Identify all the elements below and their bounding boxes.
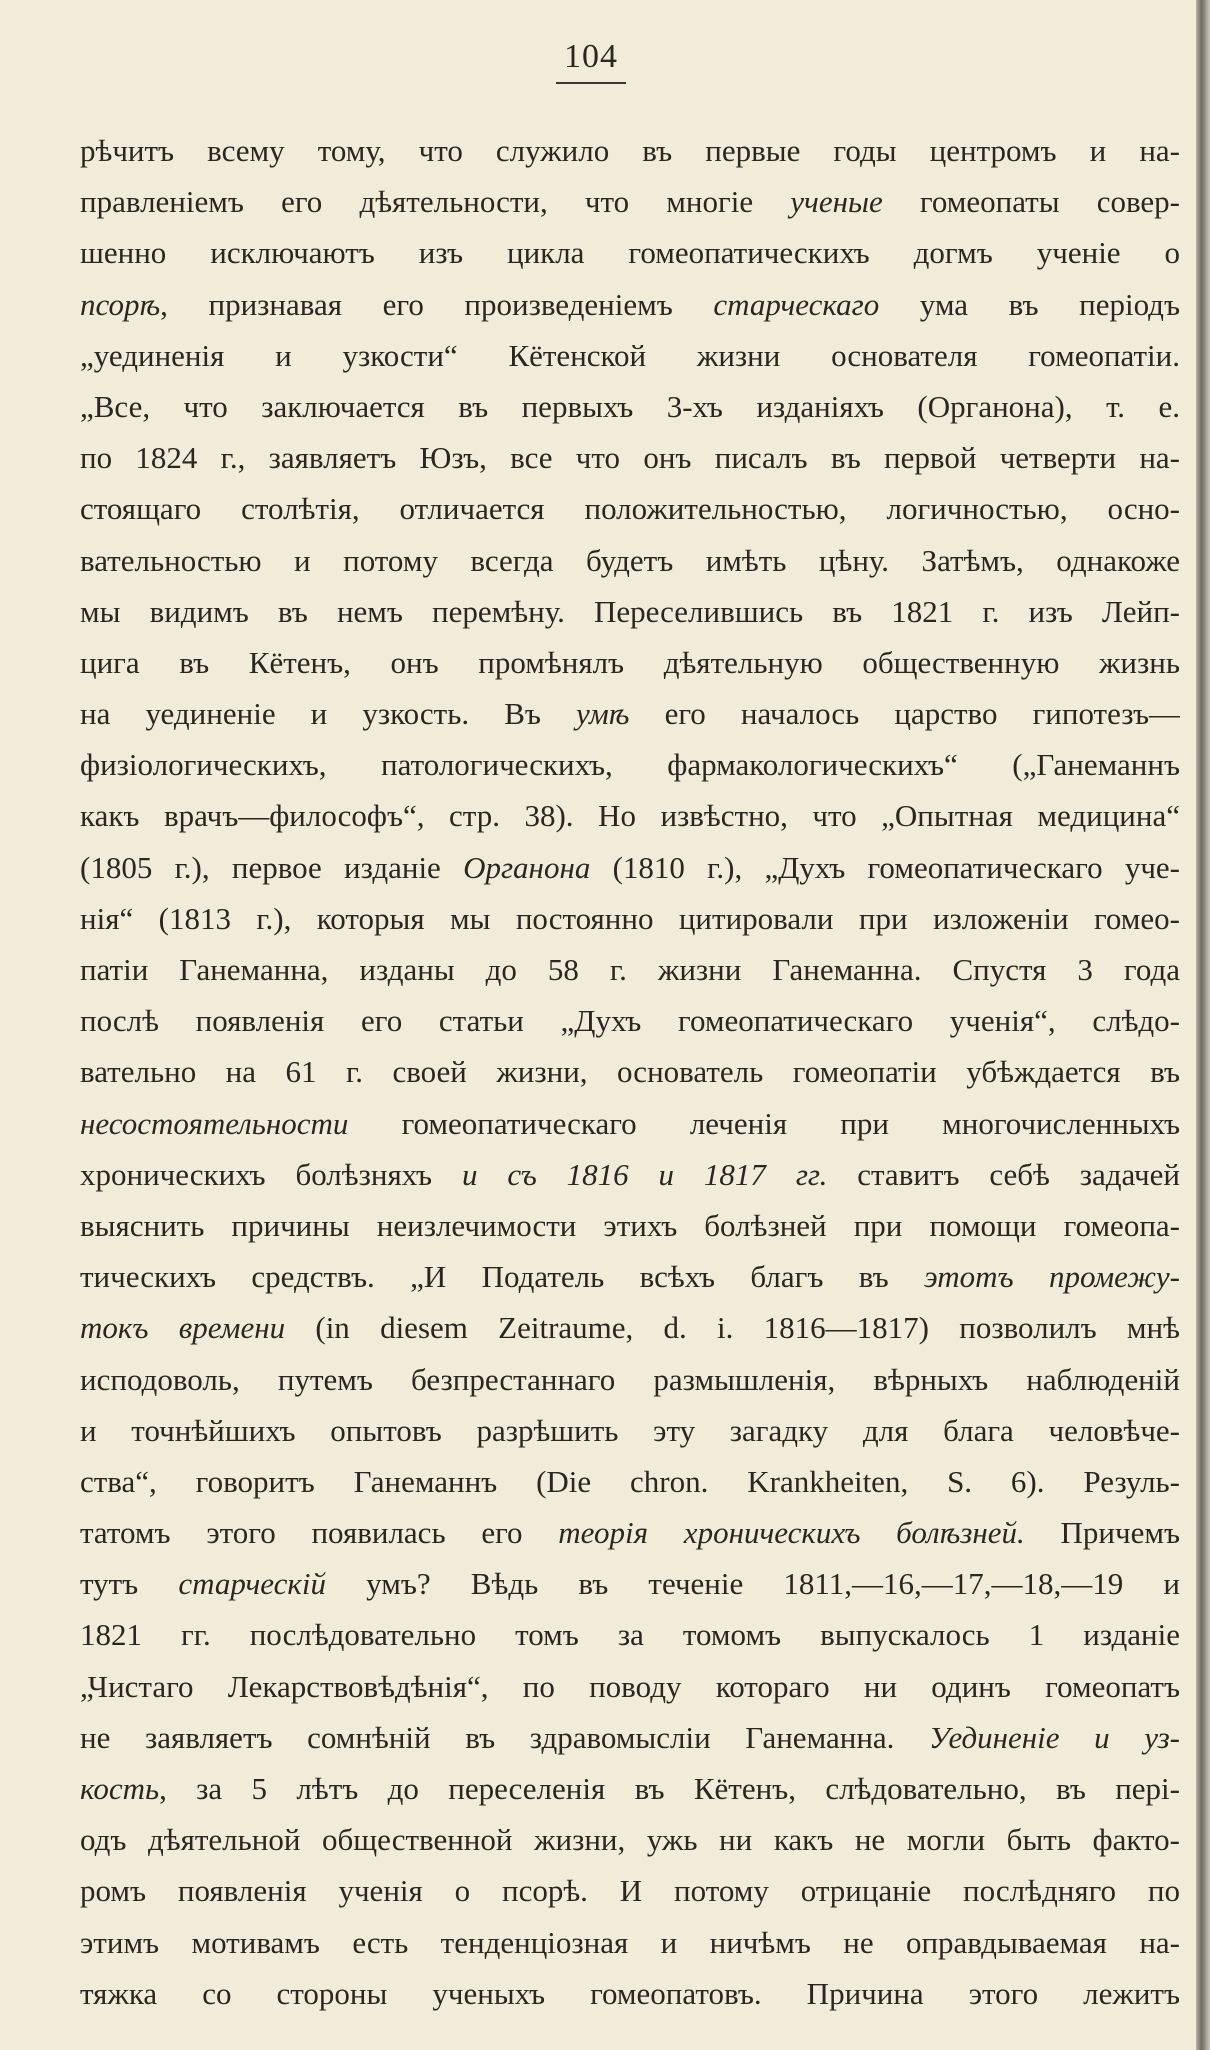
italic-text: несостоятельности bbox=[80, 1105, 349, 1141]
text-line bbox=[80, 944, 1180, 995]
text-run: выяснить причины неизлечимости этихъ болѣзней при помощи гомеопа- bbox=[80, 1207, 1180, 1243]
text-run: шенно исключаютъ изъ цикла гомеопатическихъ догмъ ученіе о bbox=[80, 235, 1180, 271]
text-line bbox=[80, 688, 1180, 739]
text-run: нія“ (1813 г.), которыя мы постоянно цитировали при изложеніи гомео- bbox=[80, 900, 1180, 936]
text-run: хроническихъ болѣзняхъ bbox=[80, 1156, 462, 1192]
text-run: мы видимъ въ немъ перемѣну. Переселившись въ 1821 г. изъ Лейп- bbox=[80, 593, 1180, 629]
text-line bbox=[80, 1507, 1180, 1558]
text-run: „Все, что заключается въ первыхъ 3-хъ изданіяхъ (Органона), т. е. bbox=[80, 388, 1180, 424]
text-line bbox=[80, 1712, 1180, 1763]
text-line bbox=[80, 1968, 1180, 2019]
italic-text: старческій bbox=[178, 1566, 327, 1602]
text-line bbox=[80, 790, 1180, 841]
text-run: гомеопаты совер- bbox=[882, 184, 1180, 220]
text-run: и точнѣйшихъ опытовъ разрѣшить эту загадку для блага человѣче- bbox=[80, 1412, 1180, 1448]
text-run: какъ врачъ—философъ“, стр. 38). Но извѣстно, что „Опытная медицина“ bbox=[80, 798, 1180, 834]
text-line bbox=[80, 1354, 1180, 1405]
text-run: не заявляетъ сомнѣній въ здравомысліи Ганеманна. bbox=[80, 1719, 930, 1755]
text-run: тутъ bbox=[80, 1566, 179, 1602]
italic-text: и съ 1816 и 1817 гг. bbox=[461, 1156, 828, 1192]
text-line bbox=[80, 842, 1180, 893]
text-run: правленіемъ его дѣятельности, что многіе bbox=[80, 184, 791, 220]
body-text bbox=[80, 125, 1180, 2019]
text-run: Причемъ bbox=[1024, 1515, 1180, 1551]
text-line bbox=[80, 1917, 1180, 1968]
italic-text: псорѣ bbox=[80, 286, 161, 322]
text-line bbox=[80, 1251, 1180, 1302]
text-run: татомъ этого появилась его bbox=[80, 1515, 559, 1551]
text-line bbox=[80, 1046, 1180, 1097]
italic-text: старческаго bbox=[713, 286, 880, 322]
text-run: этимъ мотивамъ есть тенденціозная и ничѣмъ не оправдываемая на- bbox=[80, 1924, 1180, 1960]
text-run: послѣ появленія его статьи „Духъ гомеопатическаго ученія“, слѣдо- bbox=[80, 1003, 1180, 1039]
italic-text: Органона bbox=[463, 849, 591, 885]
text-line bbox=[80, 1302, 1180, 1353]
italic-text: ученые bbox=[790, 184, 883, 220]
text-run: рѣчитъ всему тому, что служило въ первые годы центромъ и на- bbox=[80, 133, 1180, 168]
text-line bbox=[80, 381, 1180, 432]
text-line bbox=[80, 1405, 1180, 1456]
text-line bbox=[80, 227, 1180, 278]
text-run: ума въ періодъ bbox=[879, 286, 1180, 322]
text-line bbox=[80, 1200, 1180, 1251]
text-run: 1821 гг. послѣдовательно томъ за томомъ выпускалось 1 изданіе bbox=[80, 1617, 1180, 1653]
text-run: гомеопатическаго леченія при многочисленныхъ bbox=[348, 1105, 1180, 1141]
text-line bbox=[80, 1814, 1180, 1865]
text-line bbox=[80, 637, 1180, 688]
text-run: ства“, говоритъ Ганеманнъ (Die chron. Krankheiten, S. 6). Резуль- bbox=[80, 1463, 1180, 1499]
text-line bbox=[80, 739, 1180, 790]
text-run: одъ дѣятельной общественной жизни, ужь ни какъ не могли быть факто- bbox=[80, 1822, 1180, 1858]
text-run: физіологическихъ, патологическихъ, фармакологическихъ“ („Ганеманнъ bbox=[80, 747, 1180, 783]
text-line bbox=[80, 330, 1180, 381]
italic-text: этотъ промежу- bbox=[924, 1259, 1180, 1295]
text-run: ставитъ себѣ задачей bbox=[827, 1156, 1180, 1192]
text-line bbox=[80, 279, 1180, 330]
italic-text: теорія хроническихъ болѣзней. bbox=[558, 1515, 1025, 1551]
text-line bbox=[80, 1609, 1180, 1660]
text-run: на уединеніе и узкость. Въ bbox=[80, 696, 577, 732]
text-line bbox=[80, 995, 1180, 1046]
text-line bbox=[80, 176, 1180, 227]
text-line bbox=[80, 1865, 1180, 1916]
italic-text: умѣ bbox=[576, 696, 630, 732]
text-run: по 1824 г., заявляетъ Юзъ, все что онъ писалъ въ первой четверти на- bbox=[80, 440, 1180, 476]
text-run: , за 5 лѣтъ до переселенія въ Кётенъ, слѣдовательно, въ пері- bbox=[159, 1771, 1180, 1806]
text-line bbox=[80, 535, 1180, 586]
text-line bbox=[80, 1558, 1180, 1609]
italic-text: токъ времени bbox=[80, 1310, 286, 1346]
text-line bbox=[80, 1098, 1180, 1149]
text-line bbox=[80, 125, 1180, 176]
text-run: (1805 г.), первое изданіе bbox=[80, 849, 464, 885]
italic-text: Уединеніе и уз- bbox=[929, 1719, 1180, 1755]
text-line bbox=[80, 893, 1180, 944]
text-run: стоящаго столѣтія, отличается положительностью, логичностью, осно- bbox=[80, 491, 1180, 527]
italic-text: кость bbox=[80, 1771, 160, 1806]
text-line bbox=[80, 1763, 1180, 1814]
text-run: его началось царство гипотезъ— bbox=[629, 696, 1180, 732]
text-line bbox=[80, 432, 1180, 483]
text-run: „Чистаго Лекарствовѣдѣнія“, по поводу котораго ни одинъ гомеопатъ bbox=[80, 1668, 1180, 1704]
text-run: , признавая его произведеніемъ bbox=[160, 286, 714, 322]
text-run: тическихъ средствъ. „И Податель всѣхъ благъ въ bbox=[80, 1259, 924, 1295]
text-run: (in diesem Zeitraume, d. i. 1816—1817) позволилъ мнѣ bbox=[285, 1310, 1180, 1346]
text-run: тяжка со стороны ученыхъ гомеопатовъ. Причина этого лежитъ bbox=[80, 1975, 1180, 2011]
text-run: ромъ появленія ученія о псорѣ. И потому отрицаніе послѣдняго по bbox=[80, 1873, 1180, 1909]
text-run: вательностью и потому всегда будетъ имѣть цѣну. Затѣмъ, однакоже bbox=[80, 542, 1180, 578]
text-line bbox=[80, 1456, 1180, 1507]
text-run: патіи Ганеманна, изданы до 58 г. жизни Ганеманна. Спустя 3 года bbox=[80, 952, 1180, 987]
text-run: „уединенія и узкости“ Кётенской жизни основателя гомеопатіи. bbox=[80, 337, 1180, 373]
text-run: умъ? Вѣдь въ теченіе 1811,—16,—17,—18,—19 и bbox=[326, 1566, 1180, 1602]
page-edge bbox=[1196, 0, 1210, 2050]
text-line bbox=[80, 483, 1180, 534]
text-line bbox=[80, 586, 1180, 637]
text-run: (1810 г.), „Духъ гомеопатическаго уче- bbox=[590, 849, 1180, 885]
text-run: цига въ Кётенъ, онъ промѣнялъ дѣятельную общественную жизнь bbox=[80, 644, 1180, 680]
text-run: вательно на 61 г. своей жизни, основатель гомеопатіи убѣждается въ bbox=[80, 1054, 1180, 1090]
page-number: 104 bbox=[556, 38, 626, 84]
text-run: исподоволь, путемъ безпрестаннаго размышленія, вѣрныхъ наблюденій bbox=[80, 1361, 1180, 1397]
page-header bbox=[0, 38, 1182, 84]
text-line bbox=[80, 1149, 1180, 1200]
text-line bbox=[80, 1661, 1180, 1712]
